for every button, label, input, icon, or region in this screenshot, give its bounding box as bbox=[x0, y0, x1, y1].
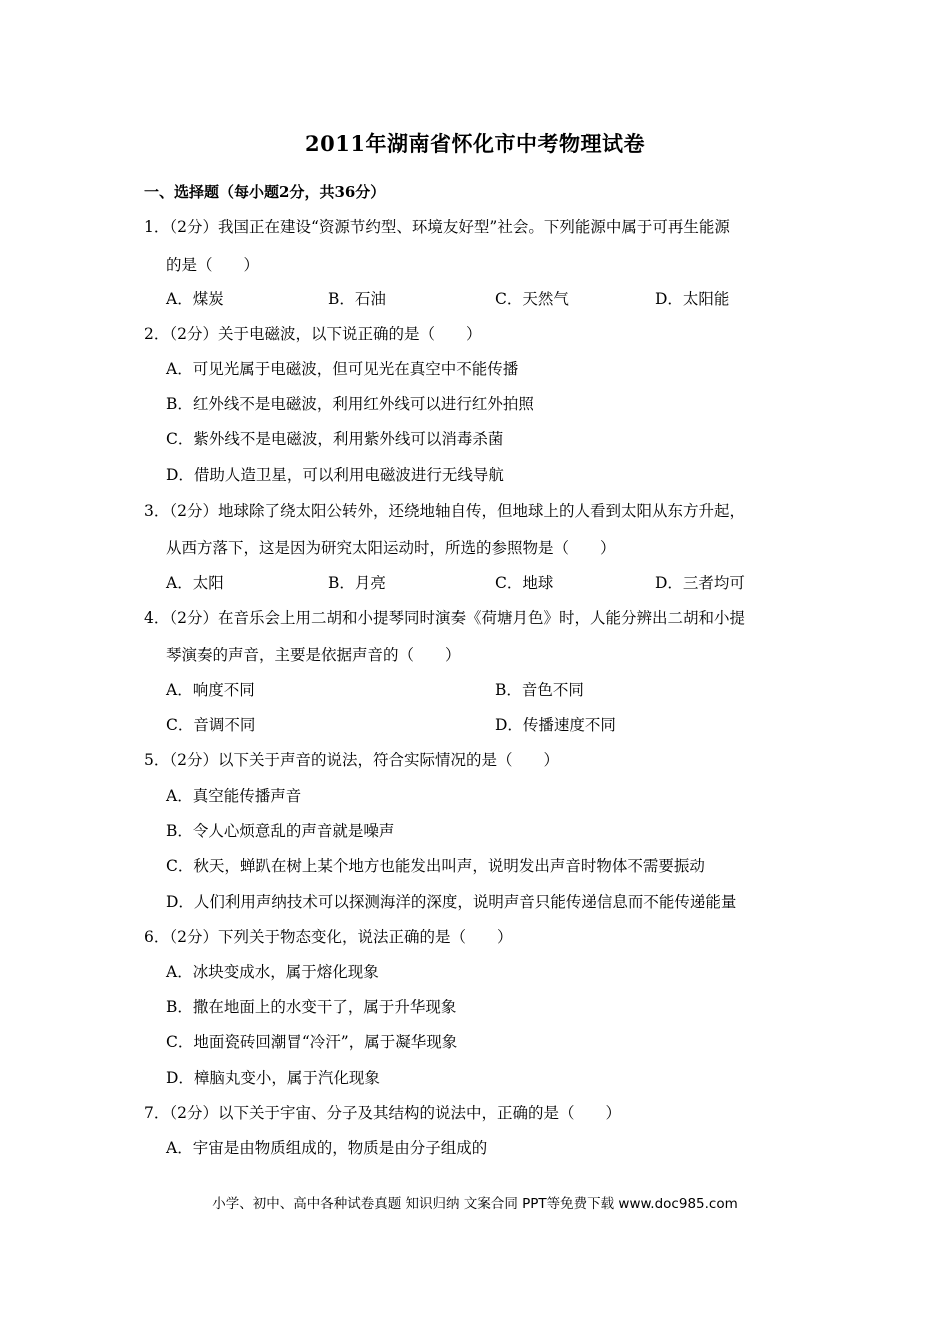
question-1-option-c: C．天然气 bbox=[495, 290, 569, 308]
question-5-option-a: A．真空能传播声音 bbox=[166, 787, 302, 805]
page-footer: 小学、初中、高中各种试卷真题 知识归纳 文案合同 PPT等免费下载 www.doc985.com bbox=[212, 1196, 738, 1212]
question-6-stem: 6．（2分）下列关于物态变化，说法正确的是（ ） bbox=[144, 928, 513, 946]
question-4-option-b: B．音色不同 bbox=[495, 681, 584, 699]
question-3-option-c: C．地球 bbox=[495, 574, 554, 592]
question-4-option-a: A．响度不同 bbox=[166, 681, 255, 699]
question-7-stem: 7．（2分）以下关于宇宙、分子及其结构的说法中，正确的是（ ） bbox=[144, 1104, 621, 1122]
question-4-stem-cont: 琴演奏的声音，主要是依据声音的（ ） bbox=[166, 646, 461, 664]
question-6-option-c: C．地面瓷砖回潮冒“冷汗”，属于凝华现象 bbox=[166, 1033, 458, 1051]
question-1-option-d: D．太阳能 bbox=[655, 290, 730, 308]
question-5-option-d: D．人们利用声纳技术可以探测海洋的深度，说明声音只能传递信息而不能传递能量 bbox=[166, 893, 737, 911]
question-4-option-d: D．传播速度不同 bbox=[495, 716, 616, 734]
question-5-option-c: C．秋天，蝉趴在树上某个地方也能发出叫声，说明发出声音时物体不需要振动 bbox=[166, 857, 705, 875]
section-heading: 一、选择题（每小题2分，共36分） bbox=[144, 183, 386, 201]
question-7-option-a: A．宇宙是由物质组成的，物质是由分子组成的 bbox=[166, 1139, 488, 1157]
question-6-option-a: A．冰块变成水，属于熔化现象 bbox=[166, 963, 379, 981]
question-2-option-d: D．借助人造卫星，可以利用电磁波进行无线导航 bbox=[166, 466, 504, 484]
question-3-option-a: A．太阳 bbox=[166, 574, 224, 592]
question-5-option-b: B．令人心烦意乱的声音就是噪声 bbox=[166, 822, 395, 840]
question-3-stem: 3．（2分）地球除了绕太阳公转外，还绕地轴自传，但地球上的人看到太阳从东方升起， bbox=[144, 502, 745, 520]
question-2-option-a: A．可见光属于电磁波，但可见光在真空中不能传播 bbox=[166, 360, 519, 378]
question-3-stem-cont: 从西方落下，这是因为研究太阳运动时，所选的参照物是（ ） bbox=[166, 539, 616, 557]
question-2-option-b: B．红外线不是电磁波，利用红外线可以进行红外拍照 bbox=[166, 395, 534, 413]
question-4-stem: 4．（2分）在音乐会上用二胡和小提琴同时演奏《荷塘月色》时，人能分辨出二胡和小提 bbox=[144, 609, 745, 627]
question-6-option-b: B．撒在地面上的水变干了，属于升华现象 bbox=[166, 998, 457, 1016]
question-2-option-c: C．紫外线不是电磁波，利用紫外线可以消毒杀菌 bbox=[166, 430, 504, 448]
question-4-option-c: C．音调不同 bbox=[166, 716, 256, 734]
question-3-option-d: D．三者均可 bbox=[655, 574, 745, 592]
question-1-option-b: B．石油 bbox=[328, 290, 386, 308]
page-title: 2011年湖南省怀化市中考物理试卷 bbox=[305, 131, 645, 156]
question-6-option-d: D．樟脑丸变小，属于汽化现象 bbox=[166, 1069, 380, 1087]
question-5-stem: 5．（2分）以下关于声音的说法，符合实际情况的是（ ） bbox=[144, 751, 559, 769]
question-1-stem-cont: 的是（ ） bbox=[166, 256, 260, 274]
question-3-option-b: B．月亮 bbox=[328, 574, 386, 592]
question-2-stem: 2．（2分）关于电磁波，以下说正确的是（ ） bbox=[144, 325, 482, 343]
question-1-option-a: A．煤炭 bbox=[166, 290, 224, 308]
question-1-stem: 1．（2分）我国正在建设“资源节约型、环境友好型”社会。下列能源中属于可再生能源 bbox=[144, 218, 730, 236]
